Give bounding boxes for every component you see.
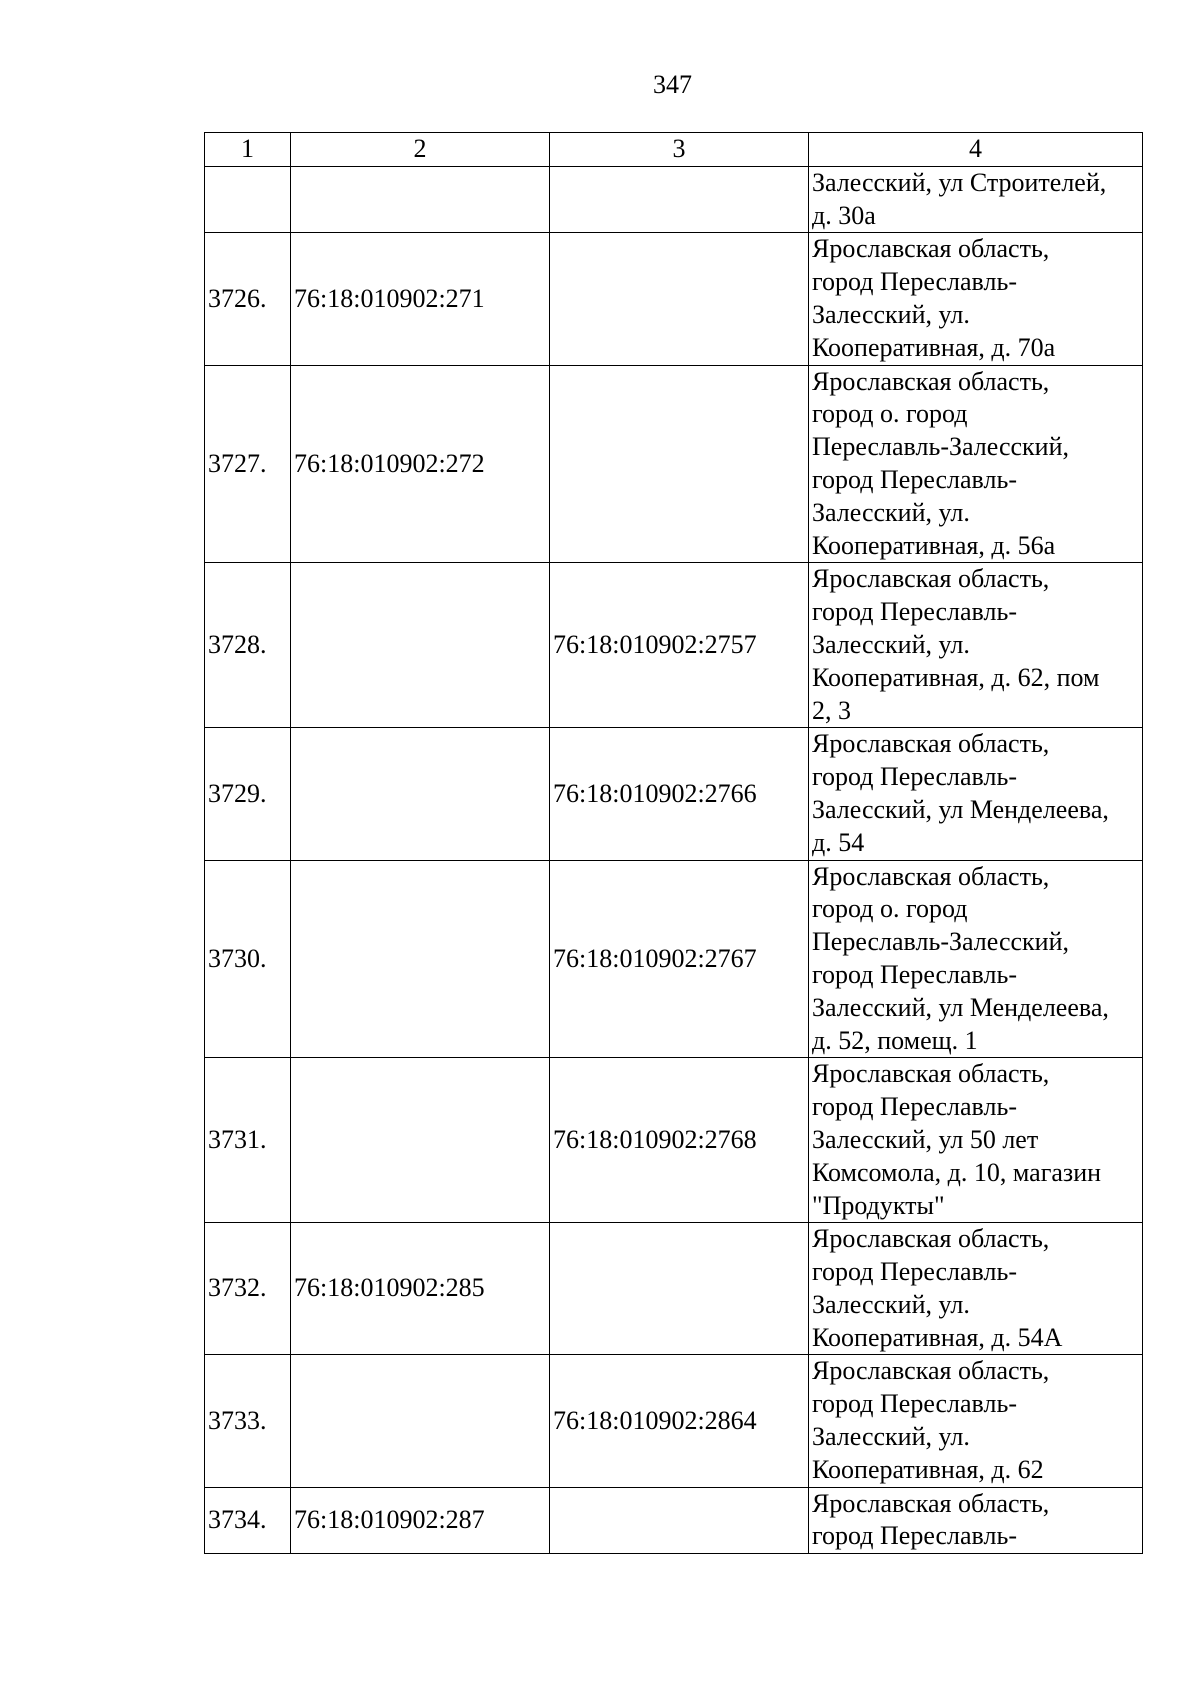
building-cadastral-number-cell: 76:18:010902:2864 [550, 1355, 809, 1487]
address-cell: Ярославская область, город о. город Переславль-Залесский, город Переславль- Залесский, ул Менделеева, д. 52, помещ. 1 [809, 860, 1143, 1058]
land-cadastral-number-cell: 76:18:010902:287 [291, 1487, 550, 1554]
table-row [205, 1355, 1143, 1487]
column-header-1: 1 [205, 133, 291, 167]
row-number-cell: 3733. [205, 1355, 291, 1487]
land-cadastral-number-cell [291, 1058, 550, 1223]
row-number-cell: 3727. [205, 365, 291, 563]
row-number-cell: 3731. [205, 1058, 291, 1223]
column-header-3: 3 [550, 133, 809, 167]
table-row [205, 233, 1143, 365]
land-cadastral-number-cell [291, 728, 550, 860]
row-number-cell: 3730. [205, 860, 291, 1058]
row-number-cell: 3726. [205, 233, 291, 365]
row-number-cell: 3732. [205, 1223, 291, 1355]
table-row [205, 563, 1143, 728]
table-row [205, 728, 1143, 860]
address-cell: Ярославская область, город Переславль- Залесский, ул. Кооперативная, д. 62, пом 2, 3 [809, 563, 1143, 728]
table-row [205, 166, 1143, 233]
address-cell: Ярославская область, город Переславль- Залесский, ул 50 лет Комсомола, д. 10, магазин "Продукты" [809, 1058, 1143, 1223]
table-row [205, 860, 1143, 1058]
row-number-cell: 3729. [205, 728, 291, 860]
column-header-4: 4 [809, 133, 1143, 167]
address-cell: Ярославская область, город Переславль- Залесский, ул Менделеева, д. 54 [809, 728, 1143, 860]
land-cadastral-number-cell: 76:18:010902:272 [291, 365, 550, 563]
table-row [205, 1487, 1143, 1554]
row-number-cell: 3728. [205, 563, 291, 728]
land-cadastral-number-cell: 76:18:010902:271 [291, 233, 550, 365]
land-cadastral-number-cell [291, 860, 550, 1058]
row-number-cell [205, 166, 291, 233]
page-number: 347 [653, 70, 692, 99]
address-cell: Ярославская область, город о. город Переславль-Залесский, город Переславль- Залесский, ул. Кооперативная, д. 56а [809, 365, 1143, 563]
address-cell: Ярославская область, город Переславль- Залесский, ул. Кооперативная, д. 70а [809, 233, 1143, 365]
land-cadastral-number-cell [291, 166, 550, 233]
building-cadastral-number-cell: 76:18:010902:2766 [550, 728, 809, 860]
building-cadastral-number-cell [550, 1487, 809, 1554]
address-cell: Ярославская область, город Переславль- Залесский, ул. Кооперативная, д. 54А [809, 1223, 1143, 1355]
address-cell: Ярославская область, город Переславль- [809, 1487, 1143, 1554]
building-cadastral-number-cell [550, 233, 809, 365]
table-row [205, 1223, 1143, 1355]
registry-table [204, 132, 1143, 1554]
land-cadastral-number-cell [291, 563, 550, 728]
building-cadastral-number-cell [550, 365, 809, 563]
building-cadastral-number-cell: 76:18:010902:2767 [550, 860, 809, 1058]
table-row [205, 365, 1143, 563]
building-cadastral-number-cell [550, 1223, 809, 1355]
land-cadastral-number-cell [291, 1355, 550, 1487]
building-cadastral-number-cell: 76:18:010902:2757 [550, 563, 809, 728]
table-header-row [205, 133, 1143, 167]
row-number-cell: 3734. [205, 1487, 291, 1554]
table-row [205, 1058, 1143, 1223]
address-cell: Ярославская область, город Переславль- Залесский, ул. Кооперативная, д. 62 [809, 1355, 1143, 1487]
column-header-2: 2 [291, 133, 550, 167]
building-cadastral-number-cell [550, 166, 809, 233]
address-cell: Залесский, ул Строителей, д. 30а [809, 166, 1143, 233]
building-cadastral-number-cell: 76:18:010902:2768 [550, 1058, 809, 1223]
land-cadastral-number-cell: 76:18:010902:285 [291, 1223, 550, 1355]
